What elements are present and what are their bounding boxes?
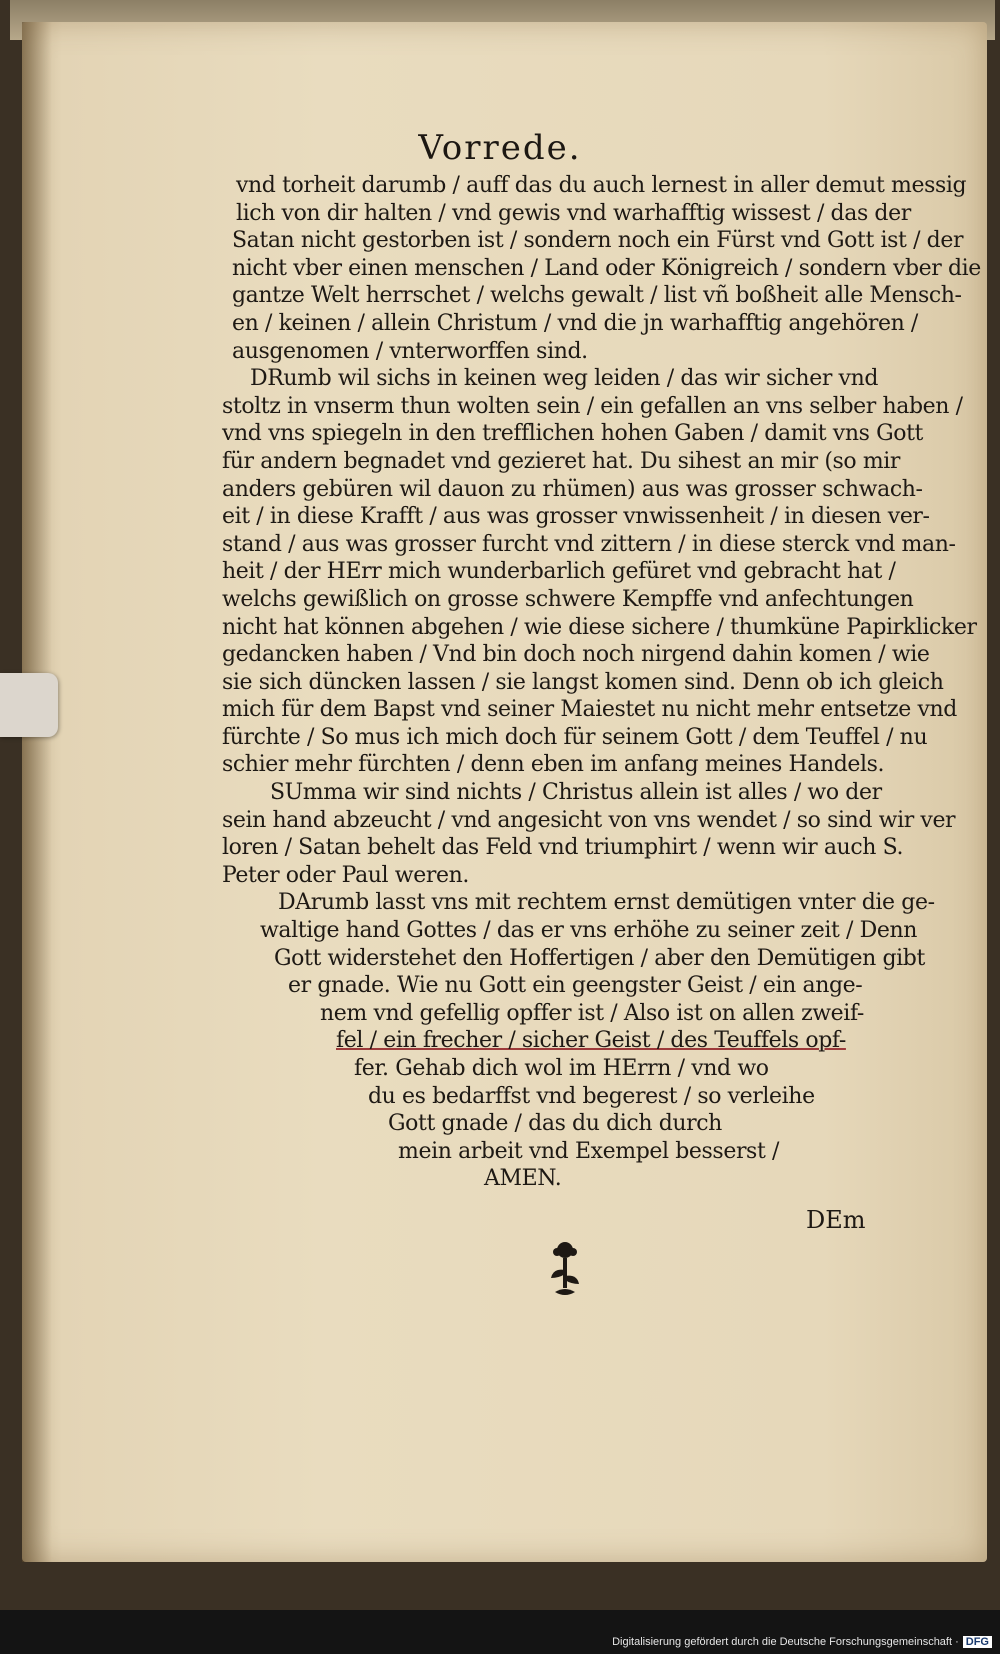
dfg-logo: DFG [963,1636,992,1648]
text-line: en / keinen / allein Christum / vnd die jn warhafftig angehören / [232,310,918,336]
footer-credit [612,1636,992,1648]
text-line: DArumb lasst vns mit rechtem ernst demütigen vnter die ge- [278,890,935,916]
text-line: gedancken haben / Vnd bin doch noch nirgend dahin komen / wie [222,642,930,668]
text-line: er gnade. Wie nu Gott ein geengster Geist / ein ange- [288,973,863,999]
text-line: Gott widerstehet den Hoffertigen / aber den Demütigen gibt [274,945,925,971]
text-line: sie sich düncken lassen / sie langst komen sind. Denn ob ich gleich [222,669,944,695]
text-line: stand / aus was grosser furcht vnd zittern / in diese sterck vnd man- [222,531,956,557]
text-line: fer. Gehab dich wol im HErrn / vnd wo [354,1056,769,1081]
flower-ornament-icon [545,1238,585,1298]
text-line: Satan nicht gestorben ist / sondern noch ein Fürst vnd Gott ist / der [232,228,964,254]
text-line: welchs gewißlich on grosse schwere Kempffe vnd anfechtungen [222,586,914,612]
page-gutter-shadow [22,22,52,1562]
text-line: mich für dem Bapst vnd seiner Maiestet nu nicht mehr entsetze vnd [222,697,957,723]
text-line: schier mehr fürchten / denn eben im anfang meines Handels. [222,752,885,778]
text-line [222,614,977,642]
text-line: vnd torheit darumb / auff das du auch lernest in aller demut messig [236,173,967,198]
text-line: heit / der HErr mich wunderbarlich gefüret vnd gebracht hat / [222,559,896,585]
text-line: anders gebüren wil dauon zu rhümen) aus was grosser schwach- [222,476,923,502]
text-line: ausgenomen / vnterworffen sind. [232,338,588,364]
text-line: Gott gnade / das du dich durch [388,1111,722,1137]
text-line: Peter oder Paul weren. [222,862,469,888]
bookmark-tab [0,673,58,737]
text-line: fürchte / So mus ich mich doch für seinem Gott / dem Teuffel / nu [222,724,928,750]
text-line-part: nicht hat können abgehen / wie diese sichere / thumküne Papirklicker [222,614,977,640]
text-line: sein hand abzeucht / vnd angesicht von vns wendet / so sind wir ver [222,807,956,833]
text-line: DRumb wil sichs in keinen weg leiden / das wir sicher vnd [250,366,879,392]
text-line-underlined: fel / ein frecher / sicher Geist / des Teuffels opf- [336,1028,846,1054]
text-line: loren / Satan behelt das Feld vnd triumphirt / wenn wir auch S. [222,835,904,861]
text-line: für andern begnadet vnd gezieret hat. Du sihest an mir (so mir [222,448,901,474]
text-line: AMEN. [484,1166,562,1192]
text-line: stoltz in vnserm thun wolten sein / ein gefallen an vns selber haben / [222,393,963,419]
text-line: nicht vber einen menschen / Land oder Königreich / sondern vber die [232,255,981,281]
text-line: vnd vns spiegeln in den trefflichen hohen Gaben / damit vns Gott [222,421,923,447]
text-line: du es bedarffst vnd begerest / so verleihe [368,1083,815,1109]
text-line: waltige hand Gottes / das er vns erhöhe zu seiner zeit / Denn [260,918,917,944]
catchword: DEm [806,1206,866,1234]
text-line: mein arbeit vnd Exempel besserst / [398,1138,779,1164]
page-heading: Vorrede. [418,128,582,168]
text-line: nem vnd gefellig opffer ist / Also ist on allen zweif- [320,1000,864,1026]
text-line: gantze Welt herrschet / welchs gewalt / list vñ boßheit alle Mensch- [232,283,962,309]
text-line: lich von dir halten / vnd gewis vnd warhafftig wissest / das der [236,200,911,226]
footer-text: Digitalisierung gefördert durch die Deutsche Forschungsgemeinschaft · [612,1636,959,1648]
text-line: eit / in diese Krafft / aus was grosser vnwissenheit / in diesen ver- [222,504,930,530]
body-text [222,172,981,1193]
text-line: SUmma wir sind nichts / Christus allein ist alles / wo der [270,780,882,806]
